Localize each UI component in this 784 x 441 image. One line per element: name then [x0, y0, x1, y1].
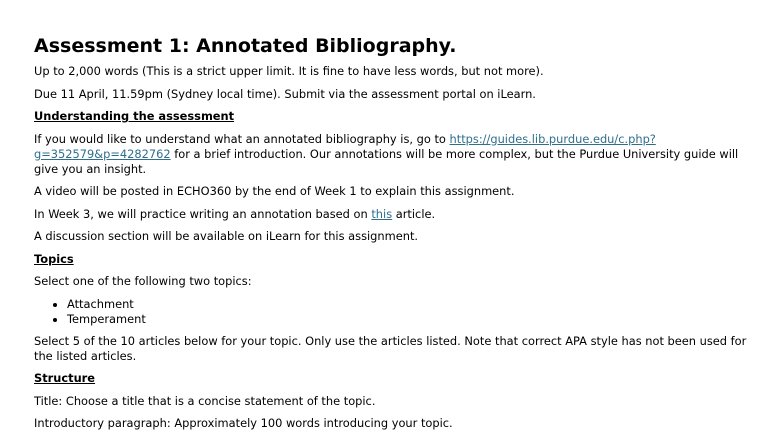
list-item: • Attachment: [67, 297, 750, 312]
intro-text-after-link: for a brief introduction. Our annotations will be more complex, but the Purdue University guide will give you an insight.: [34, 146, 739, 176]
practice-article-link[interactable]: this: [371, 206, 393, 221]
topics-heading: Topics: [34, 251, 74, 266]
purdue-guide-link-line2: g=352579&p=4282762: [34, 146, 171, 161]
discussion-note: A discussion section will be available on iLearn for this assignment.: [34, 229, 419, 243]
document-page: [34, 34, 750, 439]
annotated-bibliography-intro: [34, 132, 750, 177]
structure-intro-line: Introductory paragraph: Approximately 100 words introducing your topic.: [34, 416, 453, 430]
word-limit-text: Up to 2,000 words (This is a strict upper limit. It is fine to have less words, but not more).: [34, 64, 544, 78]
purdue-guide-link-line1: https://guides.lib.purdue.edu/c.php?: [449, 131, 656, 146]
structure-title-line: Title: Choose a title that is a concise statement of the topic.: [34, 393, 376, 408]
practice-text-after-link: article.: [392, 206, 436, 221]
article-selection-note: Select 5 of the 10 articles below for your topic. Only use the articles listed. Note that correct APA style has not been used for the listed articles.: [34, 333, 747, 363]
video-note: A video will be posted in ECHO360 by the end of Week 1 to explain this assignment.: [34, 184, 515, 198]
understanding-heading: Understanding the assessment: [34, 109, 235, 123]
topics-list: [34, 297, 750, 327]
intro-text-before-link: If you would like to understand what an annotated bibliography is, go to: [34, 131, 450, 146]
topics-intro: Select one of the following two topics:: [34, 274, 252, 288]
list-item: • Temperament: [67, 312, 750, 327]
due-date-text: Due 11 April, 11.59pm (Sydney local time). Submit via the assessment portal on iLearn.: [34, 86, 536, 101]
practice-text-before-link: In Week 3, we will practice writing an annotation based on: [34, 206, 372, 221]
structure-heading: Structure: [34, 371, 96, 385]
practice-note: [34, 207, 750, 222]
document-title: Assessment 1: Annotated Bibliography.: [34, 35, 457, 57]
